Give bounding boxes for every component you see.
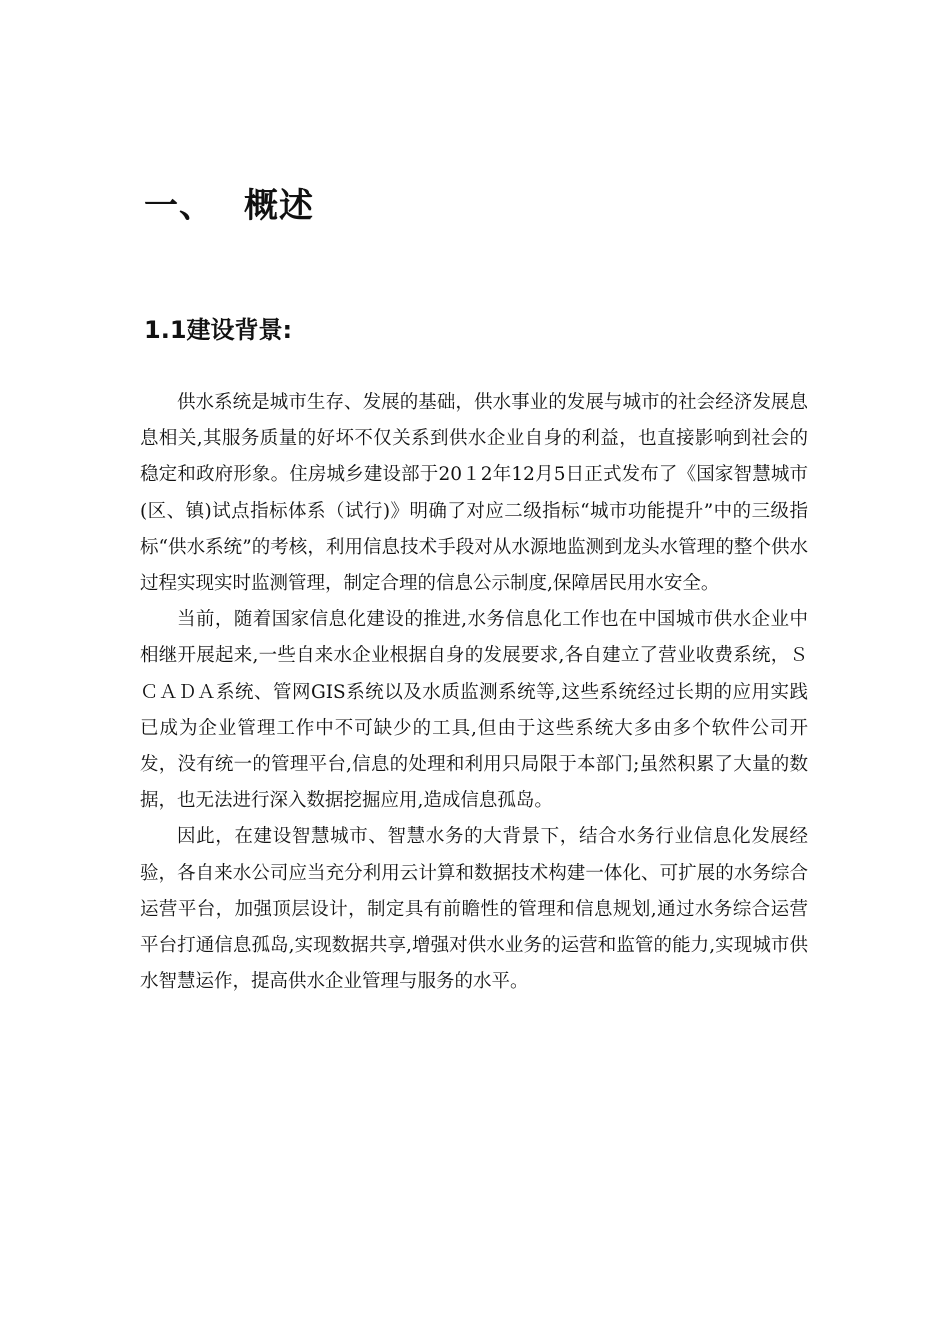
paragraph-current-status: 当前，随着国家信息化建设的推进,水务信息化工作也在中国城市供水企业中相继开展起来,一些自来水企业根据自身的发展要求,各自建立了营业收费系统，ＳＣＡＤＡ系统、管网GIS系统以及水质监测系统等,这些系统经过长期的应用实践已成为企业管理工作中不可缺少的工具,但由于这些系统大多由多个软件公司开发，没有统一的管理平台,信息的处理和利用只局限于本部门;虽然积累了大量的数据，也无法进行深入数据挖掘应用,造成信息孤岛。 (140, 609, 808, 812)
section-heading: 1.1建设背景: (144, 316, 293, 344)
paragraph-conclusion: 因此，在建设智慧城市、智慧水务的大背景下，结合水务行业信息化发展经验，各自来水公司应当充分利用云计算和数据技术构建一体化、可扩展的水务综合运营平台，加强顶层设计，制定具有前瞻性的管理和信息规划,通过水务综合运营平台打通信息孤岛,实现数据共享,增强对供水业务的运营和监管的能力,实现城市供水智慧运作，提高供水企业管理与服务的水平。 (140, 826, 808, 993)
chapter-number: 一、 (144, 186, 214, 226)
paragraph-background: 供水系统是城市生存、发展的基础，供水事业的发展与城市的社会经济发展息息相关,其服务质量的好坏不仅关系到供水企业自身的利益，也直接影响到社会的稳定和政府形象。住房城乡建设部于20１2年12月5日正式发布了《国家智慧城市(区、镇)试点指标体系（试行)》明确了对应二级指标“城市功能提升”中的三级指标“供水系统”的考核，利用信息技术手段对从水源地监测到龙头水管理的整个供水过程实现实时监测管理，制定合理的信息公示制度,保障居民用水安全。 (140, 392, 808, 595)
chapter-heading (144, 178, 314, 227)
body-text (140, 385, 808, 1000)
chapter-title: 概述 (244, 186, 314, 226)
